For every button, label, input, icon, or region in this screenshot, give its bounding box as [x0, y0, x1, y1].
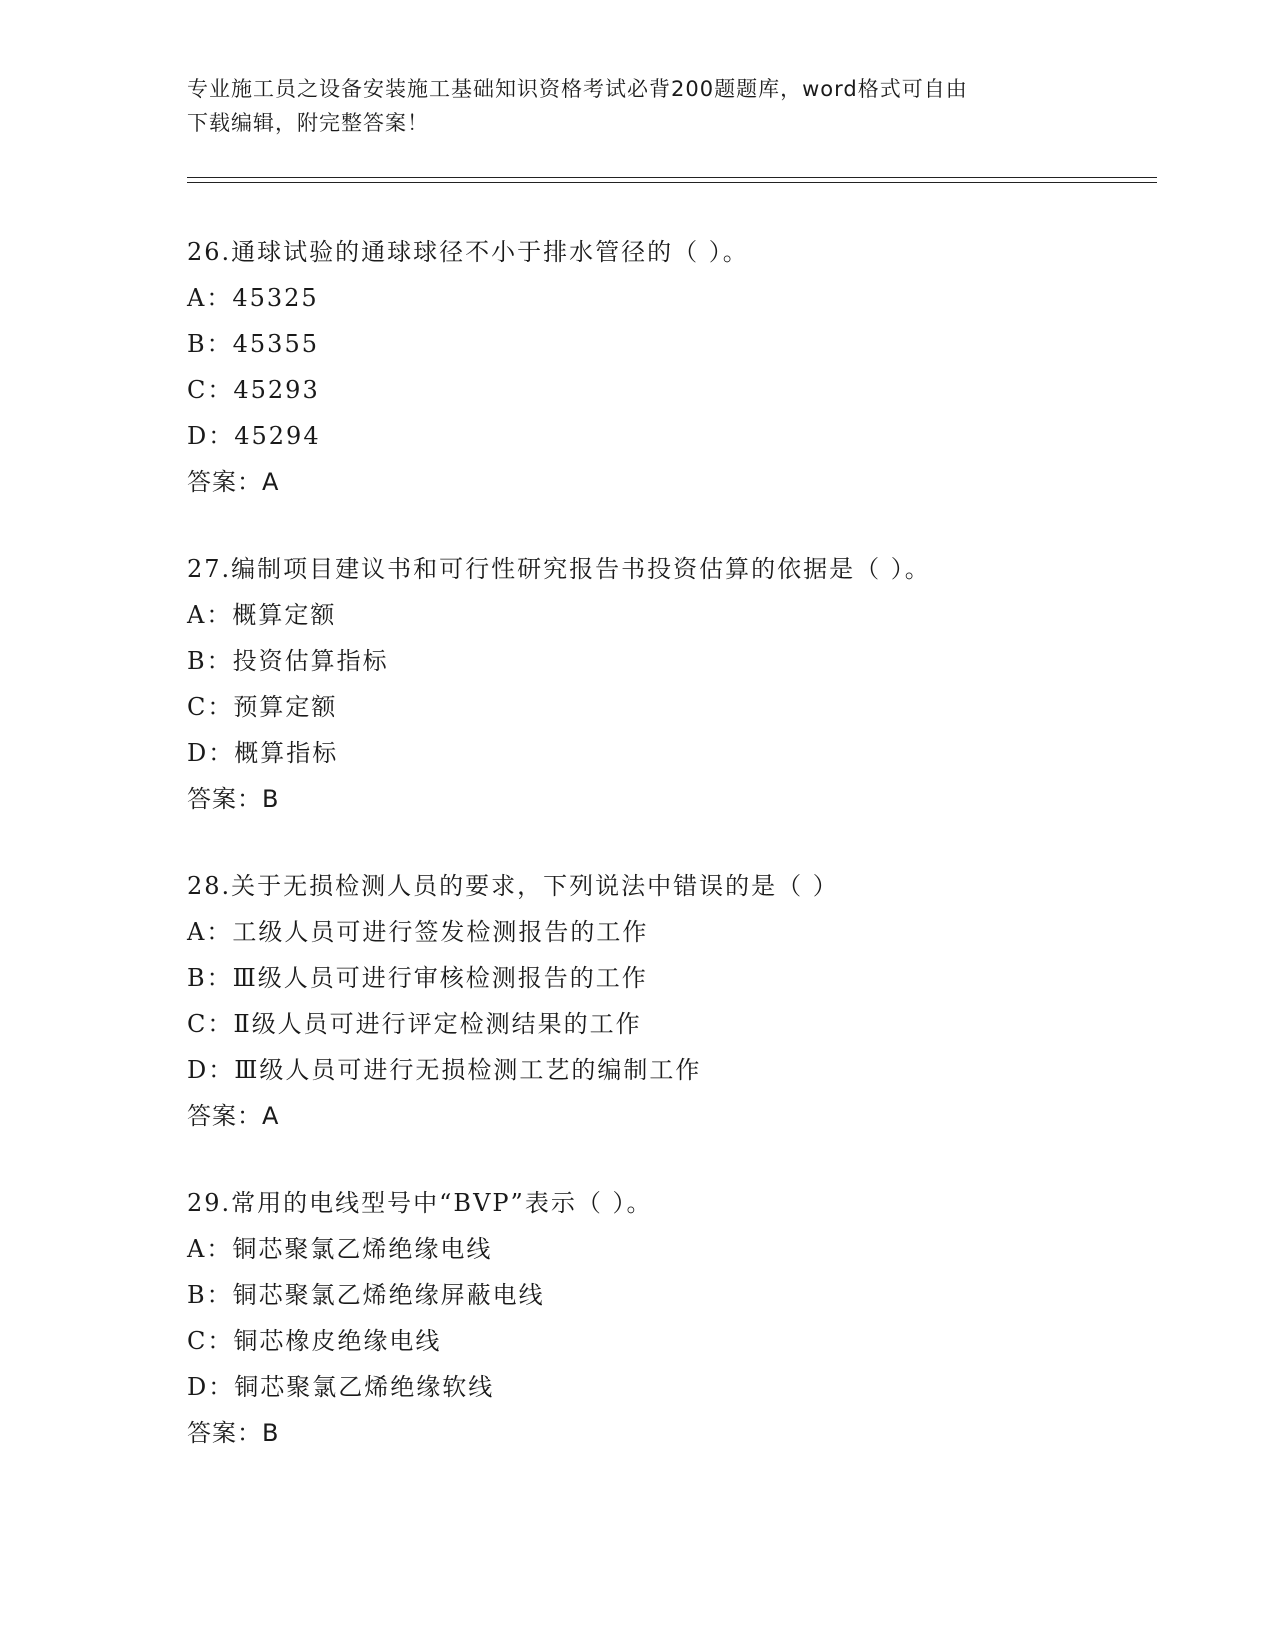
- option-text: 铜芯聚氯乙烯绝缘软线: [234, 1373, 495, 1401]
- option-c: [187, 684, 1147, 730]
- option-letter: C：: [187, 1327, 234, 1355]
- header-line-2: 下载编辑，附完整答案！: [187, 111, 429, 135]
- option-b: [187, 955, 1147, 1001]
- question-28: [187, 863, 1147, 1139]
- option-letter: A：: [187, 1235, 233, 1263]
- option-text: 概算定额: [232, 601, 337, 629]
- option-letter: A：: [187, 601, 233, 629]
- option-text: 预算定额: [233, 693, 338, 721]
- question-29: [187, 1180, 1147, 1456]
- option-text: 45294: [234, 422, 321, 450]
- option-letter: B：: [187, 964, 233, 992]
- option-letter: D：: [187, 1373, 235, 1401]
- question-27: [187, 546, 1147, 822]
- option-text: Ⅱ级人员可进行评定检测结果的工作: [233, 1010, 642, 1038]
- document-header: [187, 72, 1067, 140]
- option-text: 45355: [232, 330, 319, 358]
- option-c: [187, 1001, 1147, 1047]
- option-a: [187, 592, 1147, 638]
- answer-line: 答案：B: [187, 785, 280, 813]
- option-text: 铜芯聚氯乙烯绝缘屏蔽电线: [232, 1281, 545, 1309]
- answer-line: 答案：A: [187, 1102, 280, 1130]
- option-text: 45325: [232, 284, 319, 312]
- header-divider-bottom: [187, 182, 1157, 183]
- option-c: [187, 367, 1147, 413]
- option-a: [187, 275, 1147, 321]
- answer-line: 答案：A: [187, 468, 280, 496]
- option-b: [187, 321, 1147, 367]
- option-text: Ⅲ级人员可进行无损检测工艺的编制工作: [234, 1056, 702, 1084]
- option-letter: D：: [187, 739, 235, 767]
- option-letter: C：: [187, 1010, 234, 1038]
- option-c: [187, 1318, 1147, 1364]
- option-b: [187, 1272, 1147, 1318]
- question-26: [187, 229, 1147, 505]
- option-letter: B：: [187, 1281, 233, 1309]
- option-letter: D：: [187, 422, 235, 450]
- header-divider-top: [187, 177, 1157, 178]
- option-d: [187, 730, 1147, 776]
- option-a: [187, 909, 1147, 955]
- option-text: 45293: [233, 376, 320, 404]
- option-letter: D：: [187, 1056, 235, 1084]
- option-text: 概算指标: [234, 739, 339, 767]
- question-title: 29.常用的电线型号中“BVP”表示（ ）。: [187, 1189, 653, 1217]
- option-letter: C：: [187, 376, 234, 404]
- option-letter: A：: [187, 918, 233, 946]
- question-title: 26.通球试验的通球球径不小于排水管径的（ ）。: [187, 238, 749, 266]
- option-text: 铜芯聚氯乙烯绝缘电线: [232, 1235, 493, 1263]
- option-text: Ⅲ级人员可进行审核检测报告的工作: [232, 964, 648, 992]
- option-text: 投资估算指标: [232, 647, 389, 675]
- option-text: 工级人员可进行签发检测报告的工作: [232, 918, 649, 946]
- option-d: [187, 1364, 1147, 1410]
- option-a: [187, 1226, 1147, 1272]
- option-letter: B：: [187, 647, 233, 675]
- question-title: 28.关于无损检测人员的要求，下列说法中错误的是（ ）: [187, 872, 839, 900]
- option-d: [187, 1047, 1147, 1093]
- option-letter: C：: [187, 693, 234, 721]
- option-letter: A：: [187, 284, 233, 312]
- header-line-1: 专业施工员之设备安装施工基础知识资格考试必背200题题库，word格式可自由: [187, 77, 968, 101]
- option-text: 铜芯橡皮绝缘电线: [233, 1327, 442, 1355]
- option-letter: B：: [187, 330, 233, 358]
- option-b: [187, 638, 1147, 684]
- option-d: [187, 413, 1147, 459]
- question-title: 27.编制项目建议书和可行性研究报告书投资估算的依据是（ ）。: [187, 555, 931, 583]
- answer-line: 答案：B: [187, 1419, 280, 1447]
